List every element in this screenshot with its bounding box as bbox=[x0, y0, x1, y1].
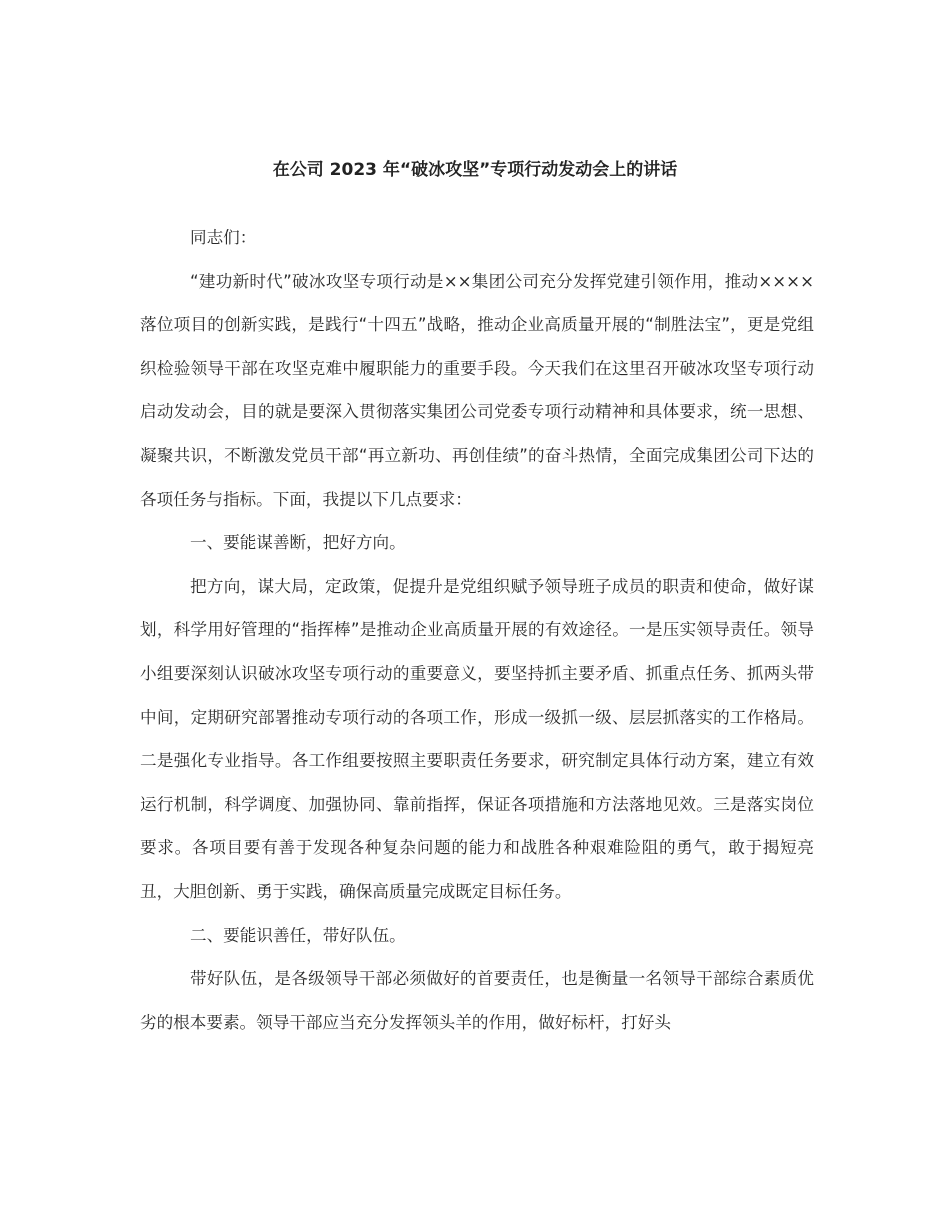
section-paragraph-1: 把方向，谋大局，定政策，促提升是党组织赋予领导班子成员的职责和使命，做好谋划，科学用好管理的“指挥棒”是推动企业高质量开展的有效途径。一是压实领导责任。领导小组要深刻认识破冰攻坚专项行动的重要意义，要坚持抓主要矛盾、抓重点任务、抓两头带中间，定期研究部署推动专项行动的各项工作，形成一级抓一级、层层抓落实的工作格局。二是强化专业指导。各工作组要按照主要职责任务要求，研究制定具体行动方案，建立有效运行机制，科学调度、加强协同、靠前指挥，保证各项措施和方法落地见效。三是落实岗位要求。各项目要有善于发现各种复杂问题的能力和战胜各种艰难险阻的勇气，敢于揭短亮丑，大胆创新、勇于实践，确保高质量完成既定目标任务。 bbox=[140, 576, 814, 901]
section-heading-2: 二、要能识善任，带好队伍。 bbox=[190, 925, 406, 945]
document-body bbox=[140, 216, 814, 1044]
section-paragraph-2: 带好队伍，是各级领导干部必须做好的首要责任，也是衡量一名领导干部综合素质优劣的根本要素。领导干部应当充分发挥领头羊的作用，做好标杆，打好头 bbox=[140, 969, 814, 1032]
salutation-paragraph: 同志们： bbox=[190, 228, 257, 247]
intro-paragraph: “建功新时代”破冰攻坚专项行动是××集团公司充分发挥党建引领作用，推动××××落位项目的创新实践，是践行“十四五”战略，推动企业高质量开展的“制胜法宝”，更是党组织检验领导干部在攻坚克难中履职能力的重要手段。今天我们在这里召开破冰攻坚专项行动启动发动会，目的就是要深入贯彻落实集团公司党委专项行动精神和具体要求，统一思想、凝聚共识，不断激发党员干部“再立新功、再创佳绩”的奋斗热情，全面完成集团公司下达的各项任务与指标。下面，我提以下几点要求： bbox=[140, 271, 814, 509]
section-heading-1: 一、要能谋善断，把好方向。 bbox=[190, 533, 406, 553]
document-title: 在公司 2023 年“破冰攻坚”专项行动发动会上的讲话 bbox=[272, 160, 678, 180]
